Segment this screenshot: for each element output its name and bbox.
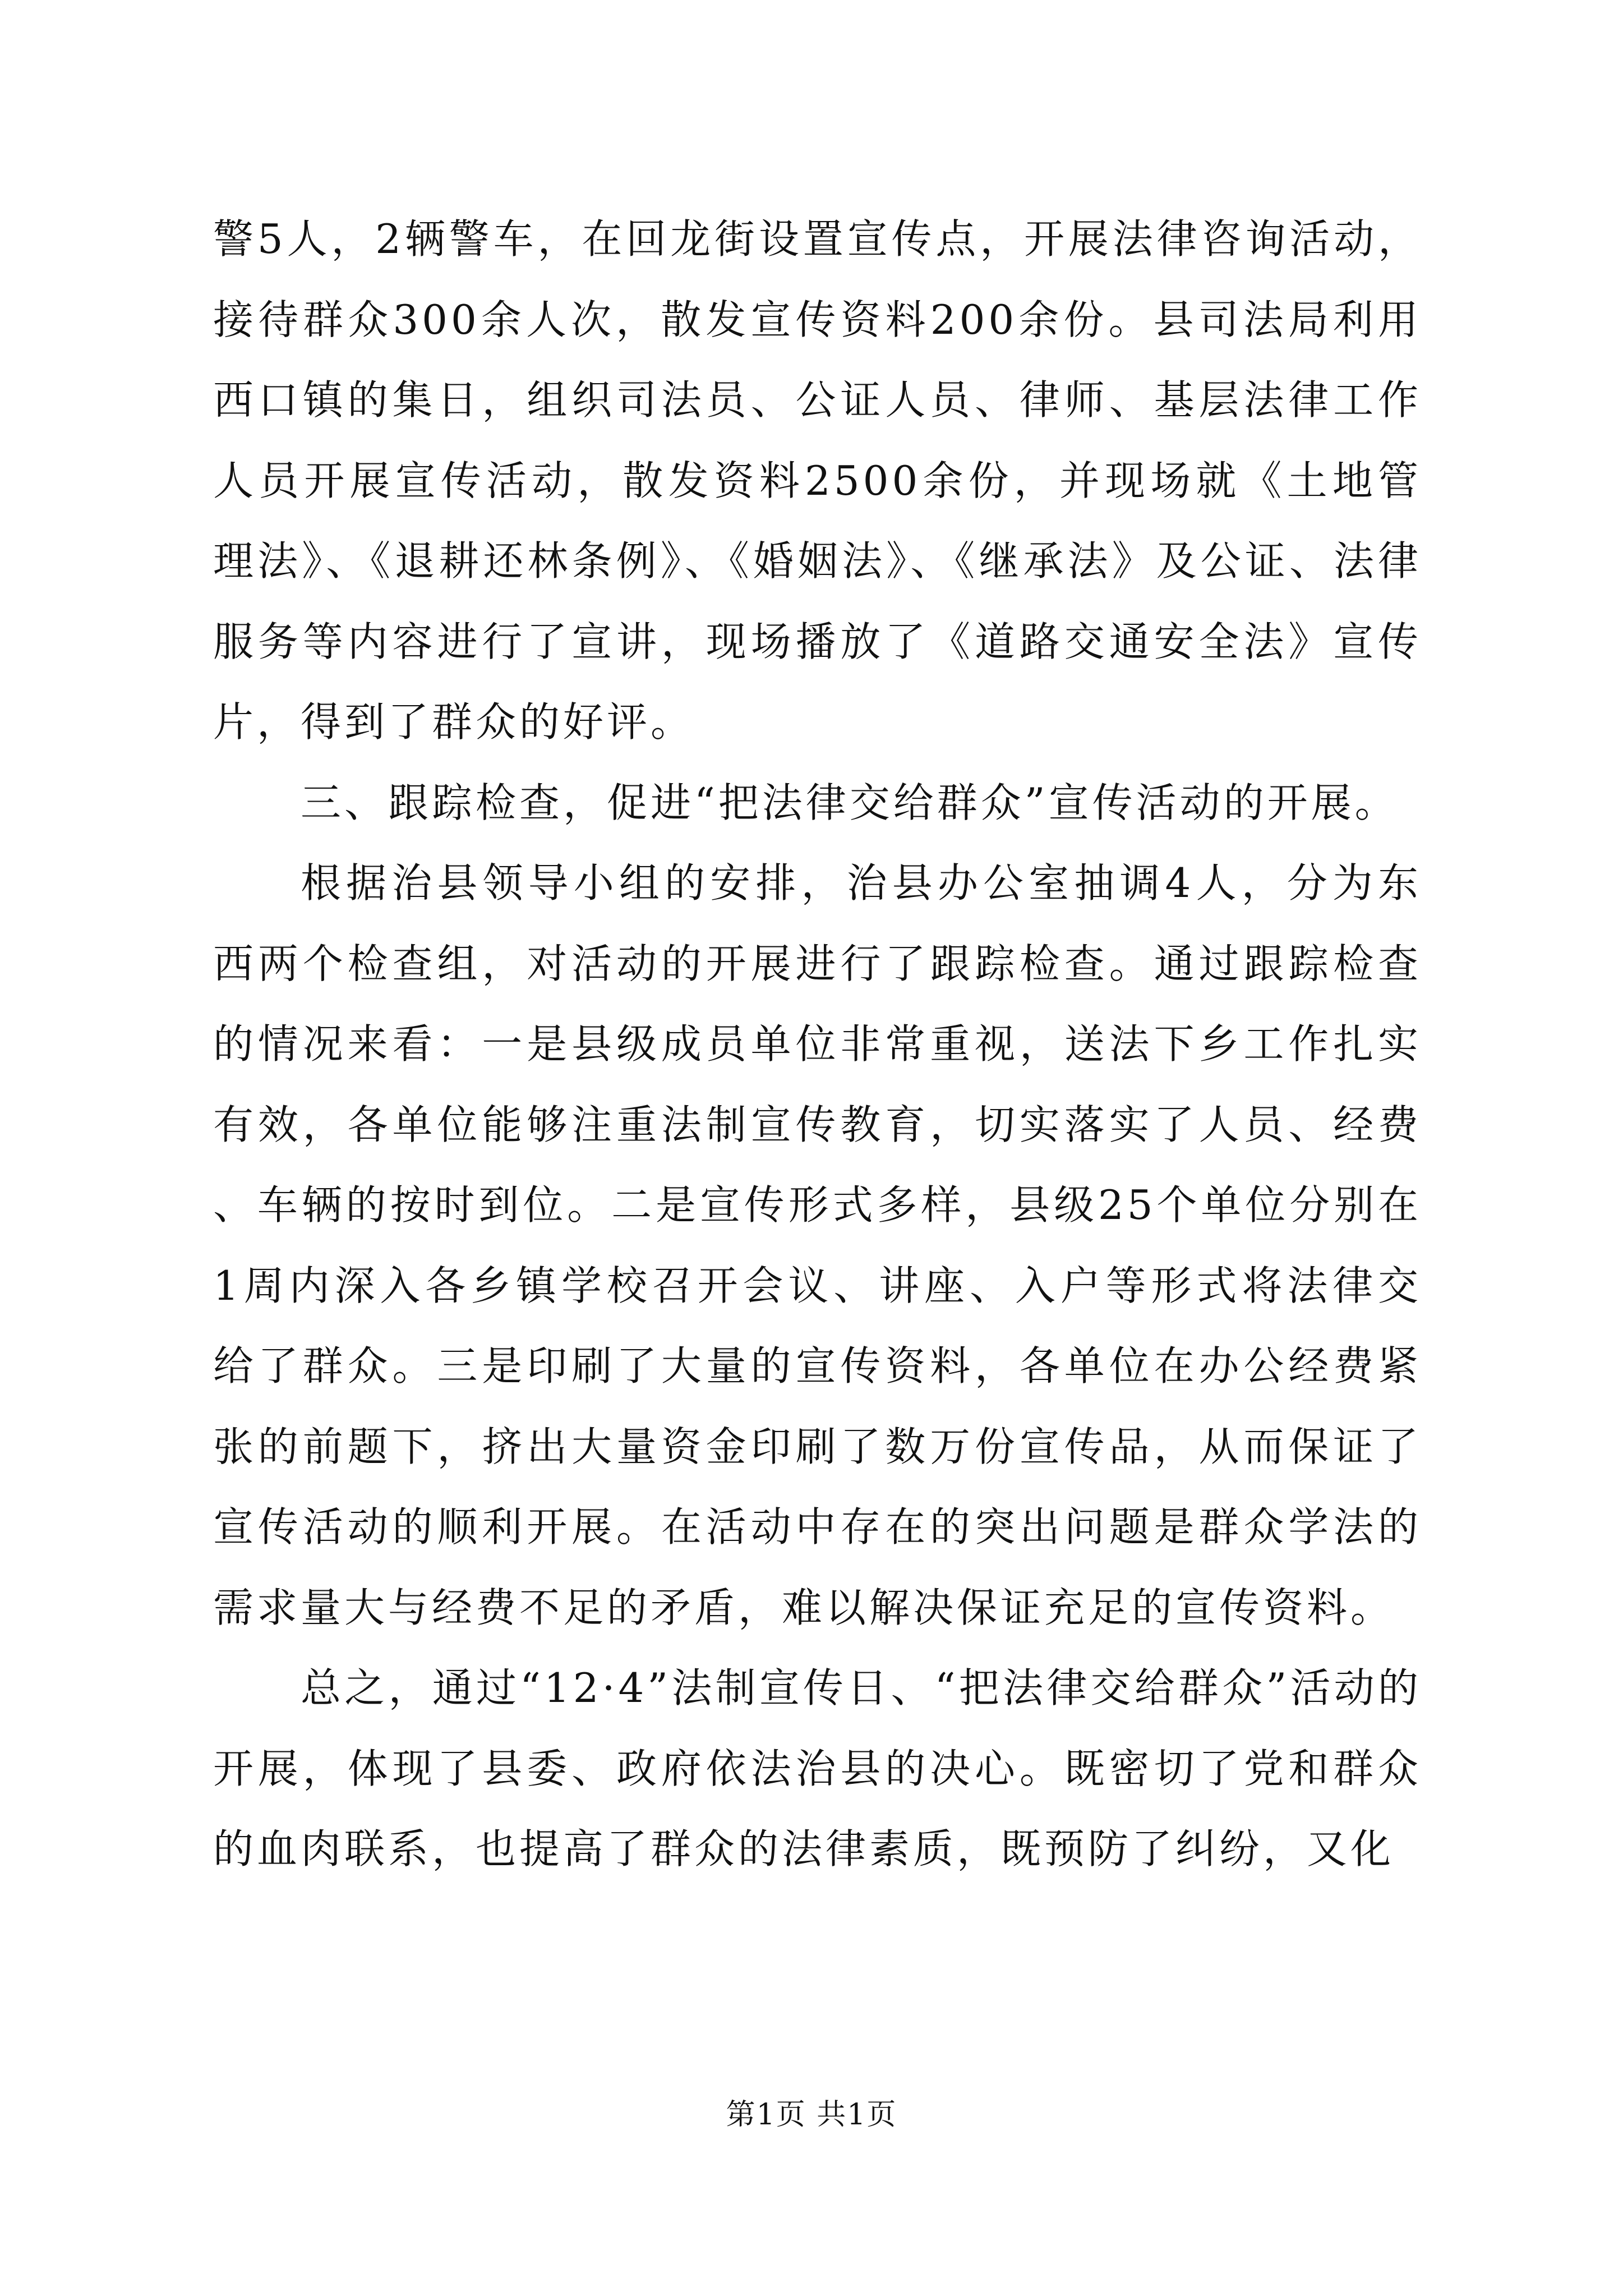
document-body (213, 199, 1422, 1890)
paragraph-continuation: 警5人，2辆警车，在回龙街设置宣传点，开展法律咨询活动，接待群众300余人次，散发宣传资料200余份。县司法局利用西口镇的集日，组织司法员、公证人员、律师、基层法律工作人员开展宣传活动，散发资料2500余份，并现场就《土地管理法》、《退耕还林条例》、《婚姻法》、《继承法》及公证、法律服务等内容进行了宣讲，现场播放了《道路交通安全法》宣传片，得到了群众的好评。 (213, 215, 1422, 746)
section-heading-three: 三、跟踪检查，促进“把法律交给群众”宣传活动的开展。 (301, 779, 1399, 826)
paragraph-inspection: 根据治县领导小组的安排，治县办公室抽调4人，分为东西两个检查组，对活动的开展进行了跟踪检查。通过跟踪检查的情况来看：一是县级成员单位非常重视，送法下乡工作扎实有效，各单位能够注重法制宣传教育，切实落实了人员、经费、车辆的按时到位。二是宣传形式多样，县级25个单位分别在1周内深入各乡镇学校召开会议、讲座、入户等形式将法律交给了群众。三是印刷了大量的宣传资料，各单位在办公经费紧张的前题下，挤出大量资金印刷了数万份宣传品，从而保证了宣传活动的顺利开展。在活动中存在的突出问题是群众学法的需求量大与经费不足的矛盾，难以解决保证充足的宣传资料。 (213, 859, 1422, 1631)
page-number-footer: 第1页 共1页 (726, 2098, 897, 2132)
paragraph-conclusion: 总之，通过“12·4”法制宣传日、“把法律交给群众”活动的开展，体现了县委、政府依法治县的决心。既密切了党和群众的血肉联系，也提高了群众的法律素质，既预防了纠纷，又化 (213, 1664, 1422, 1872)
